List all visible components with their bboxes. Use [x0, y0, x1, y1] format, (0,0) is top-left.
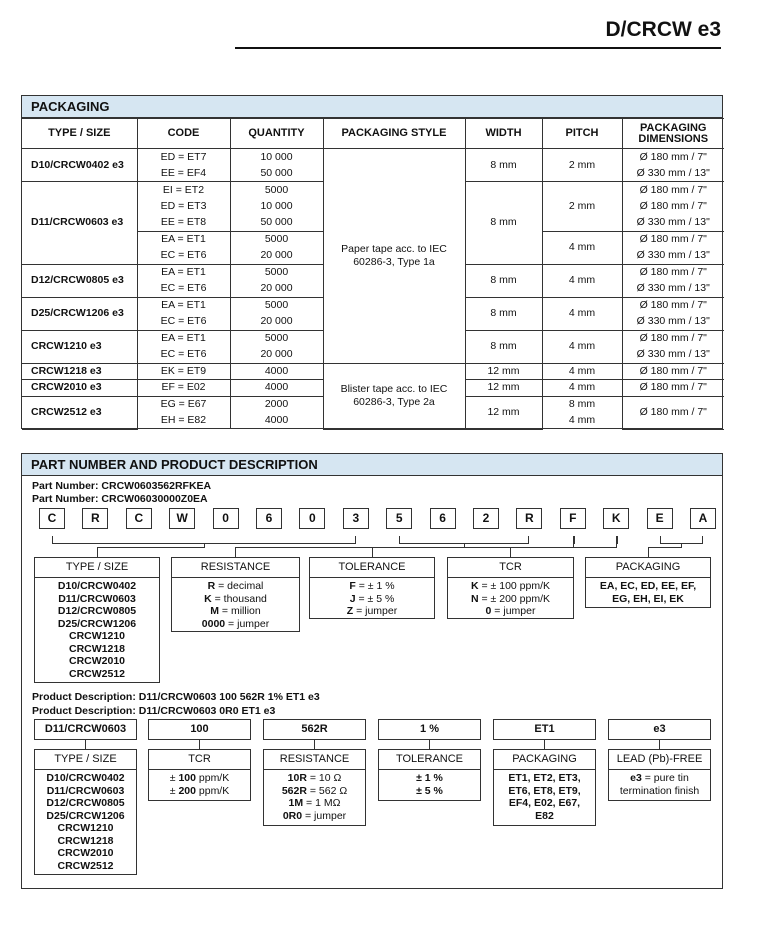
connector-line — [510, 547, 511, 557]
group-line: J = ± 5 % — [349, 592, 395, 605]
code-cell: EC = ET6 — [137, 248, 230, 265]
pitch-cell: 4 mm — [542, 380, 622, 397]
group-line: D25/CRCW1206 — [57, 617, 137, 630]
product-description-example: Product Description: D11/CRCW0603 0R0 ET1 e3 — [32, 705, 276, 717]
column-header: QUANTITY — [230, 119, 323, 149]
width-cell: 8 mm — [465, 297, 542, 330]
style-cell: Blister tape acc. to IEC 60286-3, Type 2a — [323, 363, 465, 429]
group-body — [494, 770, 595, 824]
group-line: ± 5 % — [416, 784, 443, 797]
table-row — [22, 363, 724, 380]
dim-cell: Ø 180 mm / 7" — [622, 396, 724, 429]
group-line: D11/CRCW0603 — [46, 784, 125, 797]
connector-line — [544, 740, 545, 749]
part-number-char-cell: A — [690, 508, 716, 529]
packaging-box-2 — [493, 749, 596, 826]
quantity-cell: 10 000 — [230, 149, 323, 166]
style-cell: Paper tape acc. to IEC 60286-3, Type 1a — [323, 149, 465, 364]
group-line: R = decimal — [207, 580, 264, 592]
group-title: LEAD (Pb)-FREE — [609, 750, 710, 770]
group-body — [149, 770, 250, 799]
group-line: ET6, ET8, ET9, — [508, 784, 581, 797]
group-line: CRCW2010 — [68, 655, 126, 667]
type-cell: D12/CRCW0805 e3 — [22, 264, 137, 297]
column-header: CODE — [137, 119, 230, 149]
quantity-cell: 5000 — [230, 330, 323, 347]
code-cell: EA = ET1 — [137, 330, 230, 347]
connector-line — [510, 547, 617, 548]
group-title: RESISTANCE — [264, 750, 365, 770]
group-line: CRCW1210 — [57, 822, 114, 834]
code-cell: EF = E02 — [137, 380, 230, 397]
part-number-char-cell: C — [39, 508, 65, 529]
part-number-char-cell: K — [603, 508, 629, 529]
tcr-box-2 — [148, 749, 251, 801]
quantity-cell: 2000 — [230, 396, 323, 413]
code-cell: EE = EF4 — [137, 165, 230, 182]
code-cell: EE = ET8 — [137, 215, 230, 232]
column-header: TYPE / SIZE — [22, 119, 137, 149]
value-box: ET1 — [493, 719, 596, 740]
group-line: EG, EH, EI, EK — [612, 592, 684, 605]
group-line: ± 100 ppm/K — [169, 772, 230, 784]
part-number-char-cell: 6 — [430, 508, 456, 529]
quantity-cell: 20 000 — [230, 281, 323, 298]
type-cell: D25/CRCW1206 e3 — [22, 297, 137, 330]
packaging-title: PACKAGING — [22, 96, 722, 118]
value-box: D11/CRCW0603 — [34, 719, 137, 740]
dim-cell: Ø 330 mm / 13" — [622, 165, 724, 182]
group-body — [586, 578, 710, 607]
group-line: E82 — [535, 809, 554, 822]
connector-line — [235, 547, 236, 557]
group-line: 0 = jumper — [485, 605, 536, 617]
pitch-cell: 4 mm — [542, 363, 622, 380]
connector-line — [399, 536, 529, 544]
part-number-char-cell: 6 — [256, 508, 282, 529]
code-cell: EG = E67 — [137, 396, 230, 413]
group-line: CRCW2512 — [68, 667, 126, 680]
resistance-box — [171, 557, 300, 632]
value-box: 1 % — [378, 719, 481, 740]
pitch-cell: 4 mm — [542, 330, 622, 363]
group-line: 1M = 1 MΩ — [288, 797, 341, 809]
pitch-cell: 2 mm — [542, 149, 622, 182]
connector-line — [659, 740, 660, 749]
value-box: 562R — [263, 719, 366, 740]
group-title: TCR — [448, 558, 573, 578]
group-line: 0R0 = jumper — [282, 809, 347, 822]
part-number-example: Part Number: CRCW0603562RFKEA — [32, 480, 212, 492]
group-line: D12/CRCW0805 — [57, 605, 137, 617]
width-cell: 12 mm — [465, 380, 542, 397]
group-line: CRCW1218 — [68, 642, 126, 655]
code-cell: EC = ET6 — [137, 281, 230, 298]
part-number-char-cell: F — [560, 508, 586, 529]
group-title: PACKAGING — [494, 750, 595, 770]
pitch-cell: 4 mm — [542, 264, 622, 297]
quantity-cell: 50 000 — [230, 165, 323, 182]
group-body — [379, 770, 480, 799]
connector-line — [372, 547, 373, 557]
group-line: D25/CRCW1206 — [46, 809, 125, 822]
part-number-char-cell: C — [126, 508, 152, 529]
dim-cell: Ø 330 mm / 13" — [622, 215, 724, 232]
code-cell: ED = ET7 — [137, 149, 230, 166]
dim-cell: Ø 180 mm / 7" — [622, 363, 724, 380]
part-number-char-cell: 5 — [386, 508, 412, 529]
connector-line — [314, 740, 315, 749]
group-body — [448, 578, 573, 620]
part-number-char-cell: 0 — [299, 508, 325, 529]
lead-free-box — [608, 749, 711, 801]
type-cell: CRCW2010 e3 — [22, 380, 137, 397]
group-line: CRCW2512 — [57, 859, 114, 872]
pitch-cell: 2 mm — [542, 182, 622, 232]
column-header: WIDTH — [465, 119, 542, 149]
code-cell: EK = ET9 — [137, 363, 230, 380]
part-number-char-cell: 2 — [473, 508, 499, 529]
group-title: TOLERANCE — [310, 558, 434, 578]
group-line: D11/CRCW0603 — [58, 592, 136, 605]
group-line: CRCW2010 — [57, 847, 114, 859]
group-line: ET1, ET2, ET3, — [508, 772, 581, 784]
code-cell: EI = ET2 — [137, 182, 230, 199]
code-cell: EC = ET6 — [137, 314, 230, 331]
group-body — [172, 578, 299, 632]
connector-line — [199, 740, 200, 749]
connector-line — [648, 547, 682, 548]
packaging-box — [585, 557, 711, 608]
quantity-cell: 5000 — [230, 231, 323, 248]
quantity-cell: 50 000 — [230, 215, 323, 232]
type-cell: D10/CRCW0402 e3 — [22, 149, 137, 182]
type-cell: CRCW1218 e3 — [22, 363, 137, 380]
tcr-box — [447, 557, 574, 619]
dim-cell: Ø 330 mm / 13" — [622, 347, 724, 364]
type-cell: CRCW2512 e3 — [22, 396, 137, 429]
dim-cell: Ø 180 mm / 7" — [622, 380, 724, 397]
connector-line — [429, 740, 430, 749]
tolerance-box-2 — [378, 749, 481, 801]
group-body — [264, 770, 365, 824]
quantity-cell: 5000 — [230, 182, 323, 199]
code-cell: EA = ET1 — [137, 264, 230, 281]
group-title: TYPE / SIZE — [35, 750, 136, 770]
connector-line — [573, 536, 575, 544]
part-number-char-cell: 0 — [213, 508, 239, 529]
type-size-box-2 — [34, 749, 137, 875]
quantity-cell: 4000 — [230, 363, 323, 380]
connector-line — [660, 536, 703, 544]
width-cell: 12 mm — [465, 363, 542, 380]
part-number-example: Part Number: CRCW06030000Z0EA — [32, 493, 208, 505]
group-line: N = ± 200 ppm/K — [470, 592, 551, 605]
group-line: K = thousand — [204, 592, 267, 605]
quantity-cell: 4000 — [230, 380, 323, 397]
part-number-char-cell: 3 — [343, 508, 369, 529]
pitch-cell: 4 mm — [542, 413, 622, 430]
part-number-char-cell: R — [82, 508, 108, 529]
dim-cell: Ø 330 mm / 13" — [622, 248, 724, 265]
dim-cell: Ø 330 mm / 13" — [622, 281, 724, 298]
dim-cell: Ø 180 mm / 7" — [622, 198, 724, 215]
dim-cell: Ø 180 mm / 7" — [622, 264, 724, 281]
dim-cell: Ø 330 mm / 13" — [622, 314, 724, 331]
group-line: CRCW1218 — [57, 834, 114, 847]
group-line: 0000 = jumper — [201, 617, 270, 630]
page-title: D/CRCW e3 — [605, 18, 721, 41]
code-cell: EH = E82 — [137, 413, 230, 430]
group-body — [35, 770, 136, 874]
dim-cell: Ø 180 mm / 7" — [622, 297, 724, 314]
width-cell: 12 mm — [465, 396, 542, 429]
group-title: TCR — [149, 750, 250, 770]
dim-cell: Ø 180 mm / 7" — [622, 231, 724, 248]
group-line: EA, EC, ED, EE, EF, — [599, 580, 697, 592]
code-cell: ED = ET3 — [137, 198, 230, 215]
width-cell: 8 mm — [465, 330, 542, 363]
code-cell: EC = ET6 — [137, 347, 230, 364]
group-title: TYPE / SIZE — [35, 558, 159, 578]
group-body — [35, 578, 159, 682]
group-line: e3 = pure tin — [630, 772, 689, 784]
resistance-box-2 — [263, 749, 366, 826]
group-title: RESISTANCE — [172, 558, 299, 578]
group-line: 562R = 562 Ω — [281, 784, 348, 797]
group-line: termination finish — [619, 784, 700, 797]
group-line: EF4, E02, E67, — [508, 797, 581, 809]
part-number-char-cell: W — [169, 508, 195, 529]
pitch-cell: 4 mm — [542, 297, 622, 330]
quantity-cell: 4000 — [230, 413, 323, 430]
group-line: ± 1 % — [416, 772, 443, 784]
width-cell: 8 mm — [465, 149, 542, 182]
code-cell: EA = ET1 — [137, 297, 230, 314]
group-line: D10/CRCW0402 — [46, 772, 125, 784]
table-header-row — [22, 119, 724, 149]
group-line: F = ± 1 % — [349, 580, 395, 592]
product-description-example: Product Description: D11/CRCW0603 100 562R 1% ET1 e3 — [32, 691, 320, 703]
title-rule — [235, 47, 721, 49]
dim-cell: Ø 180 mm / 7" — [622, 149, 724, 166]
column-header: PACKAGING STYLE — [323, 119, 465, 149]
quantity-cell: 5000 — [230, 264, 323, 281]
group-line: CRCW1210 — [68, 630, 126, 642]
column-header: PITCH — [542, 119, 622, 149]
pitch-cell: 4 mm — [542, 231, 622, 264]
value-box: 100 — [148, 719, 251, 740]
type-cell: D11/CRCW0603 e3 — [22, 182, 137, 265]
group-line: D12/CRCW0805 — [46, 797, 125, 809]
group-line: ± 200 ppm/K — [169, 784, 230, 797]
quantity-cell: 20 000 — [230, 248, 323, 265]
group-body — [310, 578, 434, 620]
table-row — [22, 149, 724, 166]
connector-line — [648, 547, 649, 557]
width-cell: 8 mm — [465, 182, 542, 265]
connector-line — [616, 536, 618, 544]
dim-cell: Ø 180 mm / 7" — [622, 330, 724, 347]
group-line: M = million — [210, 605, 261, 617]
quantity-cell: 5000 — [230, 297, 323, 314]
column-header: PACKAGING DIMENSIONS — [622, 119, 724, 149]
pitch-cell: 8 mm — [542, 396, 622, 413]
connector-line — [52, 536, 356, 544]
part-number-char-cell: R — [516, 508, 542, 529]
group-title: PACKAGING — [586, 558, 710, 578]
group-line: D10/CRCW0402 — [57, 580, 137, 592]
type-size-box — [34, 557, 160, 683]
packaging-table — [22, 118, 724, 430]
connector-line — [97, 547, 205, 548]
group-line: 10R = 10 Ω — [287, 772, 342, 784]
dim-cell: Ø 180 mm / 7" — [622, 182, 724, 199]
tolerance-box — [309, 557, 435, 619]
value-box: e3 — [608, 719, 711, 740]
quantity-cell: 10 000 — [230, 198, 323, 215]
group-title: TOLERANCE — [379, 750, 480, 770]
quantity-cell: 20 000 — [230, 314, 323, 331]
packaging-section — [21, 95, 723, 429]
group-line: Z = jumper — [346, 605, 398, 617]
quantity-cell: 20 000 — [230, 347, 323, 364]
width-cell: 8 mm — [465, 264, 542, 297]
connector-line — [97, 547, 98, 557]
code-cell: EA = ET1 — [137, 231, 230, 248]
group-line: K = ± 100 ppm/K — [470, 580, 551, 592]
type-cell: CRCW1210 e3 — [22, 330, 137, 363]
part-number-title: PART NUMBER AND PRODUCT DESCRIPTION — [22, 454, 722, 476]
group-body — [609, 770, 710, 799]
connector-line — [85, 740, 86, 749]
part-number-char-cell: E — [647, 508, 673, 529]
